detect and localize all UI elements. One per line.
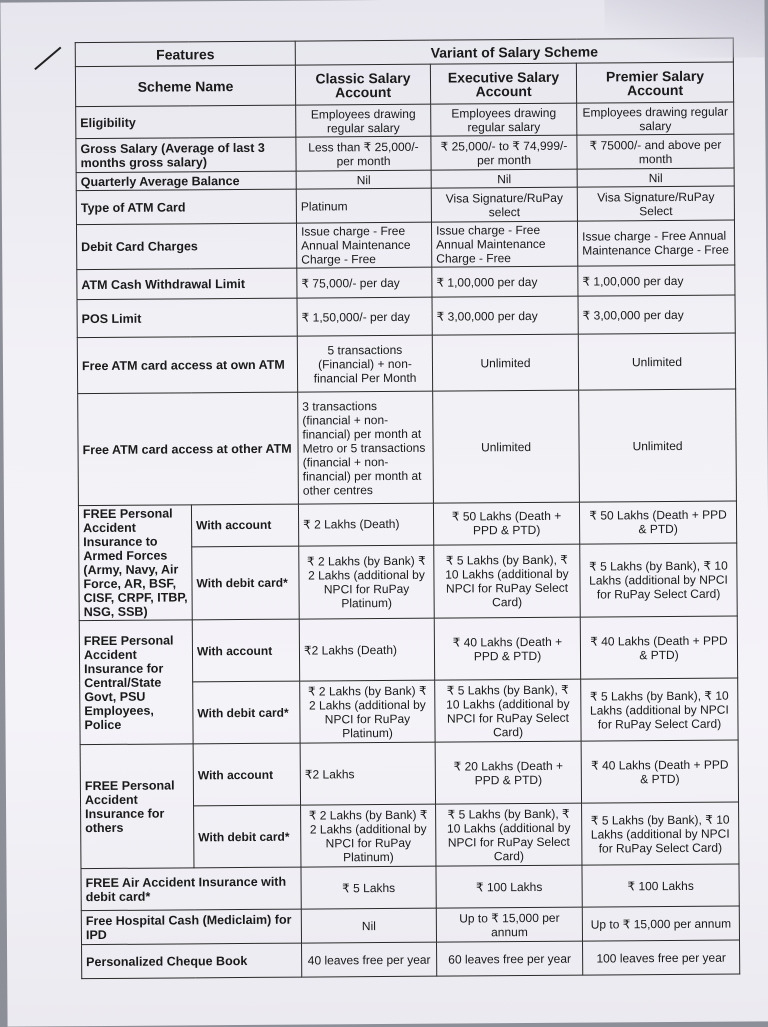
- cell-premier: ₹ 3,00,000 per day: [578, 295, 735, 334]
- cell-classic: Employees drawing regular salary: [296, 104, 431, 137]
- cell-premier: ₹ 5 Lakhs (by Bank), ₹ 10 Lakhs (additional by NPCI for RuPay Select Card): [580, 543, 738, 617]
- table-row: [76, 102, 734, 139]
- cell-executive: ₹ 100 Lakhs: [436, 865, 582, 908]
- cell-classic: Less than ₹ 25,000/- per month: [296, 136, 431, 171]
- cell-executive: Unlimited: [433, 390, 580, 503]
- cell-classic: ₹ 1,50,000/- per day: [297, 297, 432, 336]
- cell-premier: ₹ 40 Lakhs (Death + PPD & PTD): [580, 616, 737, 679]
- variant-header: Variant of Salary Scheme: [295, 38, 733, 65]
- sub-label: With debit card*: [193, 681, 300, 744]
- cell-executive: Up to ₹ 15,000 per annum: [436, 907, 582, 942]
- cell-premier: Up to ₹ 15,000 per annum: [582, 906, 739, 941]
- table-row: [77, 333, 735, 394]
- row-label: Personalized Cheque Book: [82, 943, 302, 979]
- cell-classic: ₹ 75,000/- per day: [297, 267, 432, 298]
- table-row: [78, 501, 736, 547]
- features-header: Features: [75, 41, 295, 67]
- table-row: [79, 616, 737, 683]
- row-label: Type of ATM Card: [76, 189, 296, 225]
- cell-executive: Visa Signature/RuPay select: [431, 187, 577, 222]
- cell-premier: Issue charge - Free Annual Maintenance Charge - Free: [577, 220, 734, 266]
- table-row: [81, 906, 739, 945]
- cell-classic: 3 transactions (financial + non-financial) per month at Metro or 5 transactions (financial + non-financial) per month at other centres: [298, 391, 434, 504]
- cell-executive: ₹ 50 Lakhs (Death + PPD & PTD): [433, 502, 579, 545]
- row-label: POS Limit: [77, 298, 297, 338]
- table-row: [76, 186, 734, 225]
- cell-premier: ₹ 75000/- and above per month: [577, 134, 734, 169]
- cell-classic: Issue charge - Free Annual Maintenance Charge - Free: [296, 222, 431, 268]
- cell-premier: Unlimited: [579, 389, 737, 502]
- table-row: [77, 295, 735, 338]
- sub-label: With account: [193, 743, 300, 806]
- row-label: FREE Personal Accident Insurance for others: [80, 744, 194, 869]
- cell-classic: Nil: [301, 908, 436, 943]
- table-row: [78, 389, 737, 506]
- salary-scheme-table: [75, 38, 741, 980]
- cell-classic: ₹ 2 Lakhs (by Bank) ₹ 2 Lakhs (additional by NPCI for RuPay Platinum): [300, 680, 435, 743]
- cell-executive: Employees drawing regular salary: [431, 103, 577, 136]
- table-row: [76, 220, 734, 270]
- cell-premier: 100 leaves free per year: [583, 940, 740, 975]
- cell-executive: ₹ 5 Lakhs (by Bank), ₹ 10 Lakhs (additional by NPCI for RuPay Select Card): [434, 544, 581, 618]
- table-row: [80, 740, 738, 807]
- cell-executive: ₹ 40 Lakhs (Death + PPD & PTD): [434, 617, 580, 680]
- row-label: Debit Card Charges: [76, 223, 296, 270]
- row-label: Free Hospital Cash (Mediclaim) for IPD: [81, 909, 301, 945]
- cell-classic: ₹ 2 Lakhs (Death): [298, 503, 433, 546]
- cell-executive: Issue charge - Free Annual Maintenance Charge - Free: [431, 221, 577, 267]
- row-label: Free ATM card access at other ATM: [78, 392, 299, 506]
- cell-executive: Unlimited: [432, 334, 578, 391]
- premier-header: Premier Salary Account: [576, 62, 733, 103]
- cell-executive: ₹ 3,00,000 per day: [432, 296, 578, 335]
- scheme-name-header: Scheme Name: [75, 65, 295, 107]
- cell-executive: 60 leaves free per year: [437, 941, 583, 976]
- header-row-names: [75, 62, 733, 107]
- cell-premier: Nil: [577, 168, 734, 187]
- row-label: FREE Personal Accident Insurance for Central/State Govt, PSU Employees, Police: [79, 620, 193, 745]
- row-label: Quarterly Average Balance: [76, 171, 296, 191]
- executive-header: Executive Salary Account: [430, 63, 576, 104]
- row-label: Gross Salary (Average of last 3 months gross salary): [76, 137, 296, 173]
- sub-label: With debit card*: [194, 805, 301, 868]
- row-label: Eligibility: [76, 105, 296, 139]
- cell-classic: ₹2 Lakhs: [300, 742, 435, 805]
- cell-premier: ₹ 50 Lakhs (Death + PPD & PTD): [579, 501, 736, 544]
- row-label: FREE Personal Accident Insurance to Armed Forces (Army, Navy, Air Force, AR, BSF, CISF, CRPF, ITBP, NSG, SSB): [78, 505, 192, 621]
- cell-premier: ₹ 40 Lakhs (Death + PPD & PTD): [581, 740, 738, 803]
- cell-executive: ₹ 20 Lakhs (Death + PPD & PTD): [435, 741, 581, 804]
- cell-executive: Nil: [431, 169, 577, 188]
- cell-executive: ₹ 5 Lakhs (by Bank), ₹ 10 Lakhs (additional by NPCI for RuPay Select Card): [435, 679, 581, 742]
- cell-premier: ₹ 5 Lakhs (by Bank), ₹ 10 Lakhs (additional by NPCI for RuPay Select Card): [581, 678, 738, 741]
- cell-premier: Unlimited: [578, 333, 735, 390]
- sub-label: With account: [191, 504, 298, 547]
- cell-executive: ₹ 25,000/- to ₹ 74,999/- per month: [431, 135, 577, 170]
- table-row: [81, 864, 739, 911]
- sub-label: With debit card*: [192, 546, 300, 620]
- cell-executive: ₹ 5 Lakhs (by Bank), ₹ 10 Lakhs (additional by NPCI for RuPay Select Card): [436, 803, 582, 866]
- sub-label: With account: [192, 619, 299, 682]
- cell-executive: ₹ 1,00,000 per day: [432, 266, 578, 297]
- pen-mark: [34, 47, 61, 71]
- cell-classic: ₹ 2 Lakhs (by Bank) ₹ 2 Lakhs (additional by NPCI for RuPay Platinum): [299, 545, 435, 619]
- cell-classic: Nil: [296, 170, 431, 189]
- table-row: [82, 940, 740, 979]
- classic-header: Classic Salary Account: [295, 64, 430, 105]
- cell-classic: Platinum: [296, 188, 431, 223]
- cell-premier: Visa Signature/RuPay Select: [577, 186, 734, 221]
- table-row: [77, 265, 735, 300]
- cell-classic: ₹ 5 Lakhs: [301, 866, 436, 909]
- table-row: [76, 134, 734, 173]
- cell-premier: ₹ 1,00,000 per day: [578, 265, 735, 296]
- cell-premier: Employees drawing regular salary: [577, 102, 734, 135]
- cell-classic: 40 leaves free per year: [302, 942, 437, 977]
- cell-classic: 5 transactions (Financial) + non-financial Per Month: [297, 335, 432, 392]
- cell-premier: ₹ 100 Lakhs: [582, 864, 739, 907]
- cell-classic: ₹ 2 Lakhs (by Bank) ₹ 2 Lakhs (additional by NPCI for RuPay Platinum): [301, 804, 436, 867]
- row-label: ATM Cash Withdrawal Limit: [77, 268, 297, 300]
- cell-classic: ₹2 Lakhs (Death): [299, 618, 434, 681]
- cell-premier: ₹ 5 Lakhs (by Bank), ₹ 10 Lakhs (additional by NPCI for RuPay Select Card): [582, 802, 739, 865]
- row-label: Free ATM card access at own ATM: [77, 336, 297, 394]
- row-label: FREE Air Accident Insurance with debit card*: [81, 867, 301, 911]
